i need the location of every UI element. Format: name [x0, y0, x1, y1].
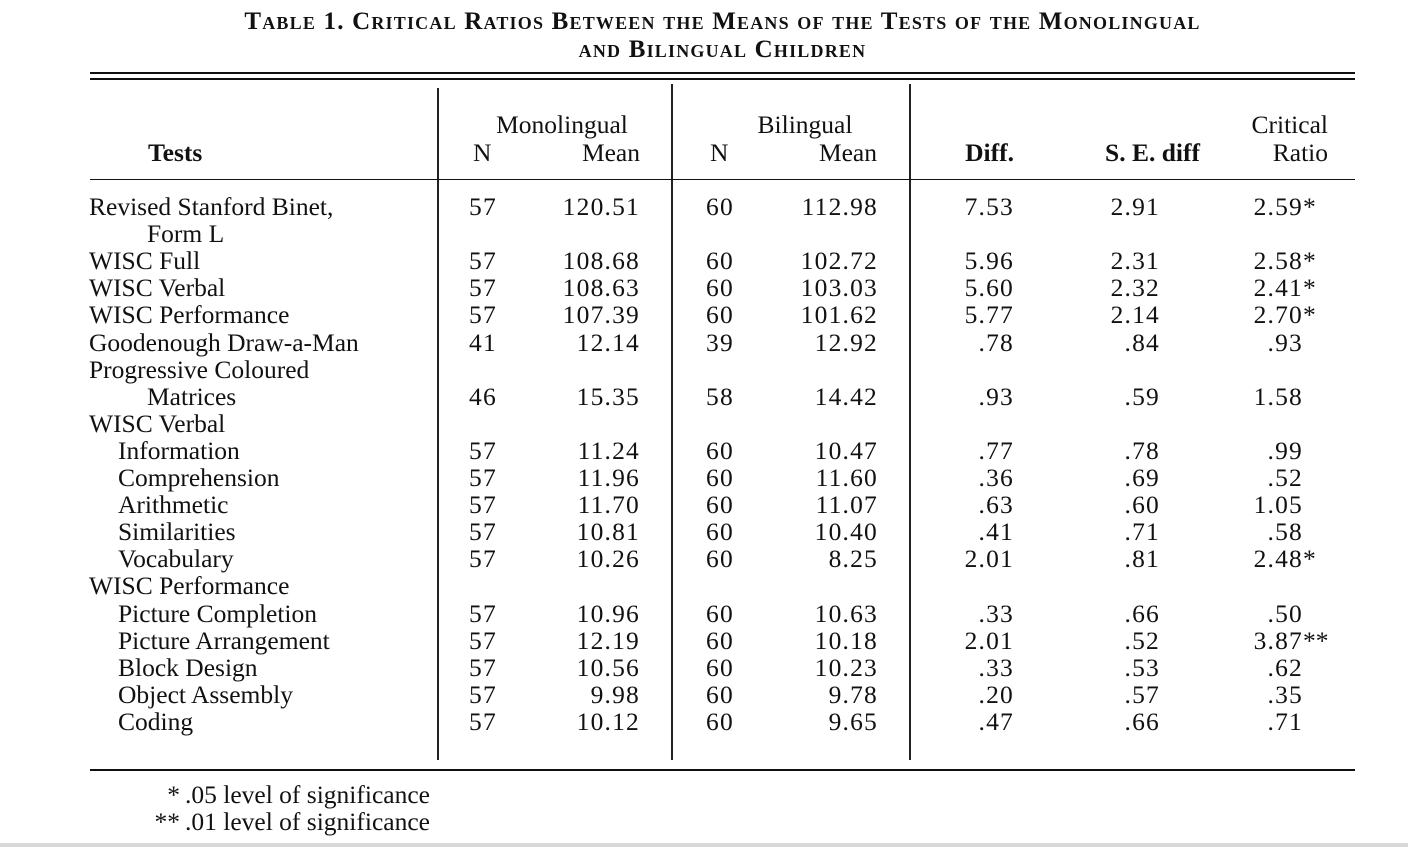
- cell-mono-mean: 10.81: [576, 517, 640, 547]
- cell-mono-n: 57: [469, 490, 497, 520]
- row-label: Information: [118, 435, 240, 465]
- cell-se-diff: .52: [1124, 625, 1160, 655]
- cell-diff: .20: [978, 679, 1014, 709]
- row-label: WISC Verbal: [89, 273, 226, 303]
- cell-bi-n: 60: [706, 192, 734, 221]
- column-divider-bilingual: [909, 84, 911, 760]
- cell-bi-n: 60: [706, 435, 734, 465]
- cell-critical-ratio: 2.58: [1253, 246, 1303, 276]
- cell-mono-mean: 10.12: [576, 706, 640, 736]
- cell-diff: 2.01: [964, 544, 1014, 574]
- cell-bi-n: 60: [706, 706, 734, 736]
- bottom-rule: [90, 769, 1355, 771]
- cell-bi-mean: 14.42: [814, 381, 878, 411]
- row-label: Block Design: [118, 652, 258, 682]
- cell-mono-mean: 15.35: [576, 381, 640, 411]
- cell-bi-n: 58: [706, 381, 734, 411]
- cell-bi-n: 60: [706, 652, 734, 682]
- cell-bi-mean: 9.65: [828, 706, 878, 736]
- cell-bi-mean: 10.40: [814, 517, 878, 547]
- cell-diff: .63: [978, 490, 1014, 520]
- cell-mono-n: 41: [469, 327, 497, 357]
- cell-se-diff: .81: [1124, 544, 1160, 574]
- header-bi-n: N: [710, 138, 729, 167]
- footnote-text-2: .01 level of significance: [185, 807, 430, 836]
- header-tests: Tests: [148, 138, 203, 167]
- cell-mono-n: 57: [469, 598, 497, 628]
- table-title-line-1: Table 1. Critical Ratios Between the Means of the Tests of the Monolingual: [244, 8, 1201, 35]
- cell-diff: 5.60: [964, 273, 1014, 303]
- cell-critical-ratio: .99: [1267, 435, 1303, 465]
- cell-diff: 5.77: [964, 300, 1014, 330]
- column-divider-monolingual: [671, 84, 673, 760]
- cell-mono-n: 57: [469, 273, 497, 303]
- cell-mono-mean: 12.19: [576, 625, 640, 655]
- cell-bi-n: 60: [706, 544, 734, 574]
- cell-bi-mean: 12.92: [814, 327, 878, 357]
- cell-bi-mean: 112.98: [801, 192, 878, 221]
- cell-diff: .41: [978, 517, 1014, 547]
- header-bi-mean: Mean: [818, 138, 877, 167]
- cell-se-diff: .66: [1124, 706, 1160, 736]
- cell-diff: .78: [978, 327, 1014, 357]
- cell-se-diff: .78: [1124, 435, 1160, 465]
- row-label: Object Assembly: [118, 679, 293, 709]
- cell-mono-n: 57: [469, 517, 497, 547]
- cell-critical-ratio: .52: [1267, 463, 1303, 492]
- cell-bi-mean: 11.07: [815, 490, 878, 520]
- cell-mono-mean: 9.98: [590, 679, 640, 709]
- header-mono-n: N: [473, 138, 492, 167]
- cell-bi-mean: 11.60: [815, 463, 878, 492]
- cell-bi-mean: 102.72: [800, 246, 878, 276]
- cell-mono-n: 57: [469, 625, 497, 655]
- row-label: Progressive Coloured: [89, 354, 310, 384]
- cell-mono-mean: 11.70: [577, 490, 640, 520]
- cell-bi-mean: 10.63: [814, 598, 878, 628]
- cell-bi-n: 60: [706, 300, 734, 330]
- cell-bi-n: 60: [706, 246, 734, 276]
- header-monolingual: Monolingual: [496, 110, 628, 139]
- cell-mono-mean: 107.39: [562, 300, 640, 330]
- significance-marker: *: [1303, 300, 1316, 330]
- cell-mono-mean: 11.24: [577, 435, 640, 465]
- significance-marker: *: [1303, 192, 1316, 221]
- row-label: Similarities: [118, 517, 236, 547]
- table-title-line-2: and Bilingual Children: [578, 36, 867, 63]
- cell-mono-n: 57: [469, 652, 497, 682]
- cell-critical-ratio: .62: [1267, 652, 1303, 682]
- cell-se-diff: .59: [1124, 381, 1160, 411]
- row-label: Revised Stanford Binet,: [89, 192, 334, 221]
- cell-mono-mean: 10.96: [576, 598, 640, 628]
- cell-se-diff: 2.14: [1110, 300, 1160, 330]
- row-label: Coding: [118, 706, 194, 736]
- cell-mono-n: 57: [469, 463, 497, 492]
- significance-marker: *: [1303, 246, 1316, 276]
- cell-diff: 5.96: [964, 246, 1014, 276]
- cell-bi-mean: 9.78: [828, 679, 878, 709]
- cell-critical-ratio: 2.41: [1253, 273, 1303, 303]
- cell-bi-n: 60: [706, 625, 734, 655]
- row-label-continuation: Form L: [147, 219, 225, 249]
- cell-critical-ratio: 1.05: [1253, 490, 1303, 520]
- cell-mono-n: 57: [469, 300, 497, 330]
- cell-mono-mean: 12.14: [576, 327, 640, 357]
- cell-mono-n: 57: [469, 435, 497, 465]
- cell-diff: .36: [978, 463, 1014, 492]
- cell-se-diff: .60: [1124, 490, 1160, 520]
- header-bilingual: Bilingual: [757, 110, 853, 139]
- cell-bi-n: 39: [706, 327, 734, 357]
- row-label: WISC Performance: [89, 571, 290, 601]
- cell-se-diff: .66: [1124, 598, 1160, 628]
- cell-se-diff: .53: [1124, 652, 1160, 682]
- footnote-mark-1: *: [167, 780, 180, 809]
- header-ratio: Ratio: [1272, 138, 1328, 167]
- cell-mono-n: 57: [469, 192, 497, 221]
- cell-mono-mean: 10.56: [576, 652, 640, 682]
- page-bottom-edge: [0, 843, 1408, 847]
- cell-critical-ratio: 3.87: [1253, 625, 1303, 655]
- row-label: Matrices: [147, 381, 237, 411]
- cell-critical-ratio: .71: [1267, 706, 1303, 736]
- cell-bi-mean: 10.18: [814, 625, 878, 655]
- footnote-text-1: .05 level of significance: [185, 780, 430, 809]
- cell-se-diff: 2.91: [1110, 192, 1160, 221]
- header-diff: Diff.: [965, 138, 1014, 167]
- row-label: Picture Arrangement: [118, 625, 330, 655]
- cell-critical-ratio: 2.48: [1253, 544, 1303, 574]
- significance-marker: **: [1303, 625, 1329, 655]
- cell-diff: .93: [978, 381, 1014, 411]
- cell-critical-ratio: .50: [1267, 598, 1303, 628]
- cell-bi-n: 60: [706, 517, 734, 547]
- cell-critical-ratio: 2.70: [1253, 300, 1303, 330]
- cell-mono-mean: 120.51: [562, 192, 640, 221]
- cell-diff: 2.01: [964, 625, 1014, 655]
- row-label: WISC Performance: [89, 300, 290, 330]
- cell-mono-mean: 10.26: [576, 544, 640, 574]
- cell-diff: .47: [978, 706, 1014, 736]
- cell-mono-mean: 108.68: [562, 246, 640, 276]
- cell-bi-n: 60: [706, 598, 734, 628]
- cell-bi-mean: 103.03: [800, 273, 878, 303]
- cell-se-diff: 2.32: [1110, 273, 1160, 303]
- cell-bi-mean: 10.47: [814, 435, 878, 465]
- top-double-rule-lower: [90, 78, 1355, 80]
- row-label: Arithmetic: [118, 490, 229, 520]
- cell-critical-ratio: 2.59: [1253, 192, 1303, 221]
- significance-marker: *: [1303, 273, 1316, 303]
- column-divider-tests: [437, 88, 439, 760]
- cell-bi-mean: 101.62: [800, 300, 878, 330]
- row-label: Comprehension: [118, 463, 280, 492]
- cell-se-diff: .84: [1124, 327, 1160, 357]
- header-rule: [90, 179, 1355, 180]
- cell-mono-n: 46: [469, 381, 497, 411]
- cell-se-diff: 2.31: [1110, 246, 1160, 276]
- row-label: WISC Full: [89, 246, 201, 276]
- cell-bi-n: 60: [706, 679, 734, 709]
- row-label: Picture Completion: [118, 598, 318, 628]
- cell-diff: .77: [978, 435, 1014, 465]
- cell-critical-ratio: .93: [1267, 327, 1303, 357]
- cell-bi-n: 60: [706, 463, 734, 492]
- cell-mono-n: 57: [469, 679, 497, 709]
- row-label: Vocabulary: [118, 544, 234, 574]
- cell-mono-n: 57: [469, 706, 497, 736]
- row-label: WISC Verbal: [89, 408, 226, 438]
- cell-se-diff: .71: [1124, 517, 1160, 547]
- cell-critical-ratio: .58: [1267, 517, 1303, 547]
- cell-bi-n: 60: [706, 490, 734, 520]
- cell-diff: .33: [978, 652, 1014, 682]
- cell-critical-ratio: .35: [1267, 679, 1303, 709]
- header-critical: Critical: [1251, 110, 1328, 139]
- row-label: Goodenough Draw-a-Man: [89, 327, 359, 357]
- cell-mono-n: 57: [469, 544, 497, 574]
- cell-critical-ratio: 1.58: [1253, 381, 1303, 411]
- cell-se-diff: .69: [1124, 463, 1160, 492]
- cell-diff: .33: [978, 598, 1014, 628]
- footnote-mark-2: **: [154, 807, 180, 836]
- cell-se-diff: .57: [1124, 679, 1160, 709]
- cell-mono-n: 57: [469, 246, 497, 276]
- cell-diff: 7.53: [964, 192, 1014, 221]
- header-se-diff: S. E. diff: [1105, 138, 1200, 167]
- significance-marker: *: [1303, 544, 1316, 574]
- header-mono-mean: Mean: [581, 138, 640, 167]
- cell-bi-mean: 10.23: [814, 652, 878, 682]
- cell-bi-mean: 8.25: [828, 544, 878, 574]
- top-double-rule-upper: [90, 72, 1355, 74]
- cell-mono-mean: 108.63: [562, 273, 640, 303]
- cell-mono-mean: 11.96: [577, 463, 640, 492]
- cell-bi-n: 60: [706, 273, 734, 303]
